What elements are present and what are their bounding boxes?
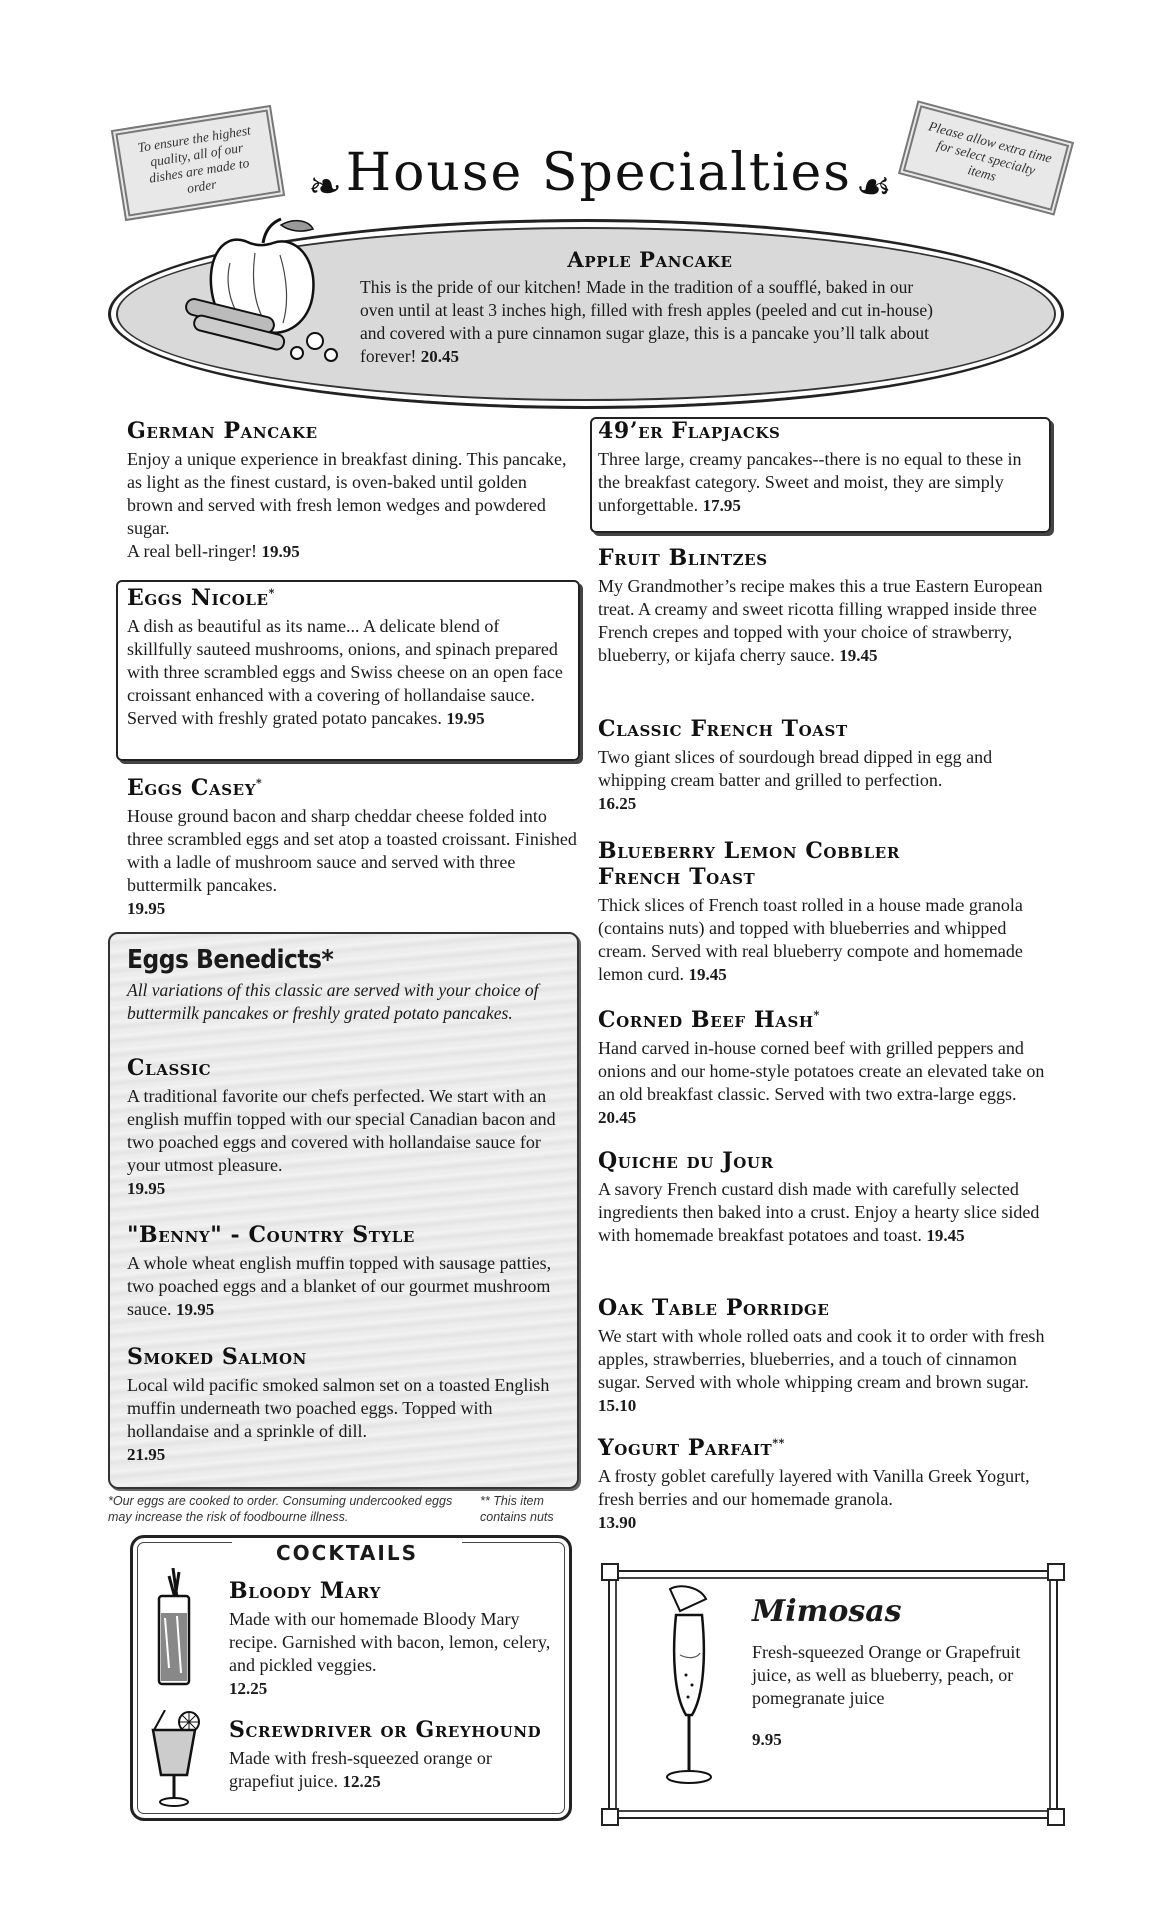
- eggs-nicole-title: [127, 585, 567, 611]
- eggs-nicole-price: 19.95: [446, 709, 485, 728]
- mimosas-item: [752, 1594, 1022, 1751]
- apple-pancake-title: Apple Pancake: [567, 247, 733, 272]
- mimosas-price: 9.95: [752, 1730, 782, 1749]
- time-stamp: [898, 100, 1074, 215]
- benedict-salmon-title: Smoked Salmon: [127, 1344, 307, 1370]
- eggs-casey-desc: House ground bacon and sharp cheddar cheese folded into three scrambled eggs and set atop a toasted croissant. Finished with a ladle of mushroom sauce and served with three buttermilk pancakes.: [127, 806, 577, 895]
- screwdriver-desc-text: Made with fresh-squeezed orange or grapefiut juice.: [229, 1748, 492, 1791]
- porridge-price: 15.10: [598, 1396, 637, 1415]
- cobbler-desc-text: Thick slices of French toast rolled in a house made granola (contains nuts) and topped with blueberries and whipped cream. Served with real blueberry compote and homemade lemon curd.: [598, 895, 1023, 984]
- french-toast-item: [598, 716, 1048, 815]
- eggs-casey-mark: *: [256, 776, 263, 790]
- cobbler-item: [598, 838, 1048, 986]
- apple-pancake-desc-text: This is the pride of our kitchen! Made in the tradition of a soufflé, baked in our oven until at least 3 inches high, filled with fresh apples (peeled and cut in-house) and covered with a pure cinnamon sugar glaze, this is a pancake you’ll talk about forever!: [360, 277, 933, 366]
- corned-beef-title-text: Corned Beef Hash: [598, 1007, 814, 1033]
- screwdriver-price: 12.25: [342, 1772, 381, 1791]
- page-title-wrap: [300, 138, 900, 218]
- quality-stamp-text: To ensure the highest quality, all of our dishes are made to order: [136, 122, 252, 196]
- blintzes-desc: [598, 575, 1048, 667]
- benedict-salmon-desc: Local wild pacific smoked salmon set on a toasted English muffin underneath two poached eggs. Topped with hollandaise and a sprinkle of dill.: [127, 1375, 550, 1441]
- corned-beef-mark: *: [813, 1008, 821, 1022]
- parfait-mark: **: [772, 1436, 786, 1450]
- benedict-salmon-item: [127, 1344, 567, 1466]
- benedict-benny-title: "Benny" - Country Style: [127, 1222, 415, 1248]
- parfait-price: 13.90: [598, 1513, 637, 1532]
- german-pancake-desc: Enjoy a unique experience in breakfast dining. This pancake, as light as the finest custard, is oven-baked until golden brown and served with fresh lemon wedges and powdered sugar.: [127, 449, 567, 538]
- quiche-title: Quiche du Jour: [598, 1148, 774, 1174]
- flourish-right-icon: ☙: [855, 163, 892, 209]
- cobbler-title-line2: French Toast: [598, 864, 756, 890]
- cobbler-desc: [598, 894, 1048, 986]
- french-toast-desc: Two giant slices of sourdough bread dipped in egg and whipping cream batter and grilled to perfection.: [598, 747, 993, 790]
- benedict-classic-item: [127, 1055, 567, 1200]
- blintzes-item: [598, 545, 1048, 667]
- parfait-title-text: Yogurt Parfait: [598, 1435, 773, 1461]
- eggs-benedicts-section: [127, 945, 577, 1025]
- apple-illustration-icon: [185, 213, 355, 373]
- porridge-item: [598, 1295, 1048, 1417]
- quiche-desc: [598, 1178, 1048, 1247]
- eggs-footnote: *Our eggs are cooked to order. Consuming undercooked eggs may increase the risk of foodbourne illness.: [108, 1494, 453, 1524]
- page-title: House Specialties: [345, 143, 852, 203]
- eggs-benedicts-note: All variations of this classic are served with your choice of buttermilk pancakes or freshly grated potato pancakes.: [127, 980, 539, 1023]
- corned-beef-title: [598, 1007, 1048, 1033]
- mimosas-desc: Fresh-squeezed Orange or Grapefruit juice, as well as blueberry, peach, or pomegranate juice: [752, 1642, 1021, 1708]
- champagne-flute-icon: [650, 1585, 730, 1795]
- eggs-nicole-item: [127, 585, 567, 730]
- german-pancake-tagline: [127, 540, 577, 563]
- corned-beef-desc-text: Hand carved in-house corned beef with grilled peppers and onions and our home-style potatoes create an elevated take on an old breakfast classic. Served with two extra-large eggs.: [598, 1038, 1045, 1104]
- screwdriver-title: Screwdriver or Greyhound: [229, 1717, 542, 1743]
- benedict-classic-price: 19.95: [127, 1179, 166, 1198]
- screwdriver-item: [229, 1717, 559, 1793]
- mimosas-title: Mimosas: [752, 1594, 902, 1629]
- apple-pancake-price: 20.45: [420, 347, 459, 366]
- parfait-item: [598, 1435, 1048, 1534]
- porridge-title: Oak Table Porridge: [598, 1295, 830, 1321]
- eggs-casey-title-text: Eggs Casey: [127, 775, 257, 801]
- flapjacks-desc: [598, 448, 1038, 517]
- bloody-mary-desc: Made with our homemade Bloody Mary recipe. Garnished with bacon, lemon, celery, and pickled veggies.: [229, 1609, 551, 1675]
- time-stamp-text: Please allow extra time for select specialty items: [926, 118, 1054, 184]
- porridge-desc: [598, 1325, 1048, 1417]
- porridge-desc-text: We start with whole rolled oats and cook it to order with fresh apples, strawberries, blueberries, and a touch of cinnamon sugar. Served with whole whipping cream and brown sugar.: [598, 1326, 1045, 1392]
- eggs-nicole-desc: [127, 615, 567, 730]
- corner-ornament: [601, 1563, 619, 1581]
- corner-ornament: [1047, 1563, 1065, 1581]
- eggs-nicole-title-text: Eggs Nicole: [127, 585, 269, 611]
- flourish-left-icon: ❧: [308, 163, 342, 209]
- corned-beef-item: [598, 1007, 1048, 1129]
- corner-ornament: [601, 1808, 619, 1826]
- bloody-mary-title: Bloody Mary: [229, 1578, 381, 1604]
- cobbler-title: Blueberry Lemon Cobbler: [598, 838, 900, 864]
- bloody-mary-glass-icon: [155, 1568, 195, 1688]
- screwdriver-desc: [229, 1747, 559, 1793]
- bloody-mary-price: 12.25: [229, 1679, 268, 1698]
- german-pancake-price: 19.95: [261, 542, 300, 561]
- corner-ornament: [1047, 1808, 1065, 1826]
- german-pancake-item: [127, 418, 577, 563]
- flapjacks-title: 49’er Flapjacks: [598, 418, 781, 444]
- benedict-benny-price: 19.95: [175, 1300, 215, 1319]
- eggs-casey-price: 19.95: [127, 899, 166, 918]
- eggs-nicole-desc-text: A dish as beautiful as its name... A delicate blend of skillfully sauteed mushrooms, onions, and spinach prepared with three scrambled eggs and Swiss cheese on an open face croissant enhanced with a covering of hollandaise sauce. Served with freshly grated potato pancakes.: [127, 616, 563, 728]
- quiche-price: 19.45: [926, 1226, 965, 1245]
- blintzes-title: Fruit Blintzes: [598, 545, 768, 571]
- benedict-salmon-price: 21.95: [127, 1445, 166, 1464]
- bloody-mary-item: [229, 1578, 559, 1700]
- benedict-benny-item: [127, 1222, 567, 1321]
- flapjacks-desc-text: Three large, creamy pancakes--there is no equal to these in the breakfast category. Sweet and moist, they are simply unforgettable.: [598, 449, 1022, 515]
- parfait-title: [598, 1435, 1048, 1461]
- eggs-casey-item: [127, 775, 577, 920]
- benedict-classic-desc: A traditional favorite our chefs perfected. We start with an english muffin topped with our special Canadian bacon and two poached eggs and covered with hollandaise sauce for your utmost pleasure.: [127, 1086, 556, 1175]
- eggs-casey-title: [127, 775, 577, 801]
- benedict-benny-desc-text: A whole wheat english muffin topped with sausage patties, two poached eggs and a blanket of our gourmet mushroom sauce.: [127, 1253, 552, 1319]
- nuts-footnote: ** This item contains nuts: [480, 1494, 554, 1524]
- corned-beef-desc: [598, 1037, 1048, 1129]
- quiche-desc-text: A savory French custard dish made with carefully selected ingredients then baked into a crust. Enjoy a hearty slice sided with homemade breakfast potatoes and toast.: [598, 1179, 1040, 1245]
- screwdriver-glass-icon: [145, 1710, 205, 1810]
- parfait-desc: A frosty goblet carefully layered with Vanilla Greek Yogurt, fresh berries and our homemade granola.: [598, 1466, 1030, 1509]
- corned-beef-price: 20.45: [598, 1108, 637, 1127]
- quiche-item: [598, 1148, 1048, 1247]
- quality-stamp: [111, 105, 285, 221]
- cobbler-price: 19.45: [688, 965, 727, 984]
- benedict-benny-desc: [127, 1252, 567, 1321]
- benedict-classic-title: Classic: [127, 1055, 212, 1081]
- flapjacks-item: [598, 418, 1038, 517]
- blintzes-desc-text: My Grandmother’s recipe makes this a true Eastern European treat. A creamy and sweet ricotta filling wrapped inside three French crepes and topped with your choice of strawberry, blueberry, or kijafa cherry sauce.: [598, 576, 1043, 665]
- german-pancake-title: German Pancake: [127, 418, 318, 444]
- cocktails-heading: COCKTAILS: [232, 1541, 462, 1565]
- eggs-benedicts-title: Eggs Benedicts*: [127, 945, 334, 975]
- flapjacks-price: 17.95: [702, 496, 741, 515]
- german-pancake-tagline-text: A real bell-ringer!: [127, 541, 257, 561]
- eggs-nicole-mark: *: [268, 586, 275, 600]
- french-toast-title: Classic French Toast: [598, 716, 848, 742]
- apple-pancake-desc: [360, 276, 950, 368]
- apple-pancake-item: [350, 247, 950, 368]
- blintzes-price: 19.45: [839, 646, 878, 665]
- french-toast-price: 16.25: [598, 794, 637, 813]
